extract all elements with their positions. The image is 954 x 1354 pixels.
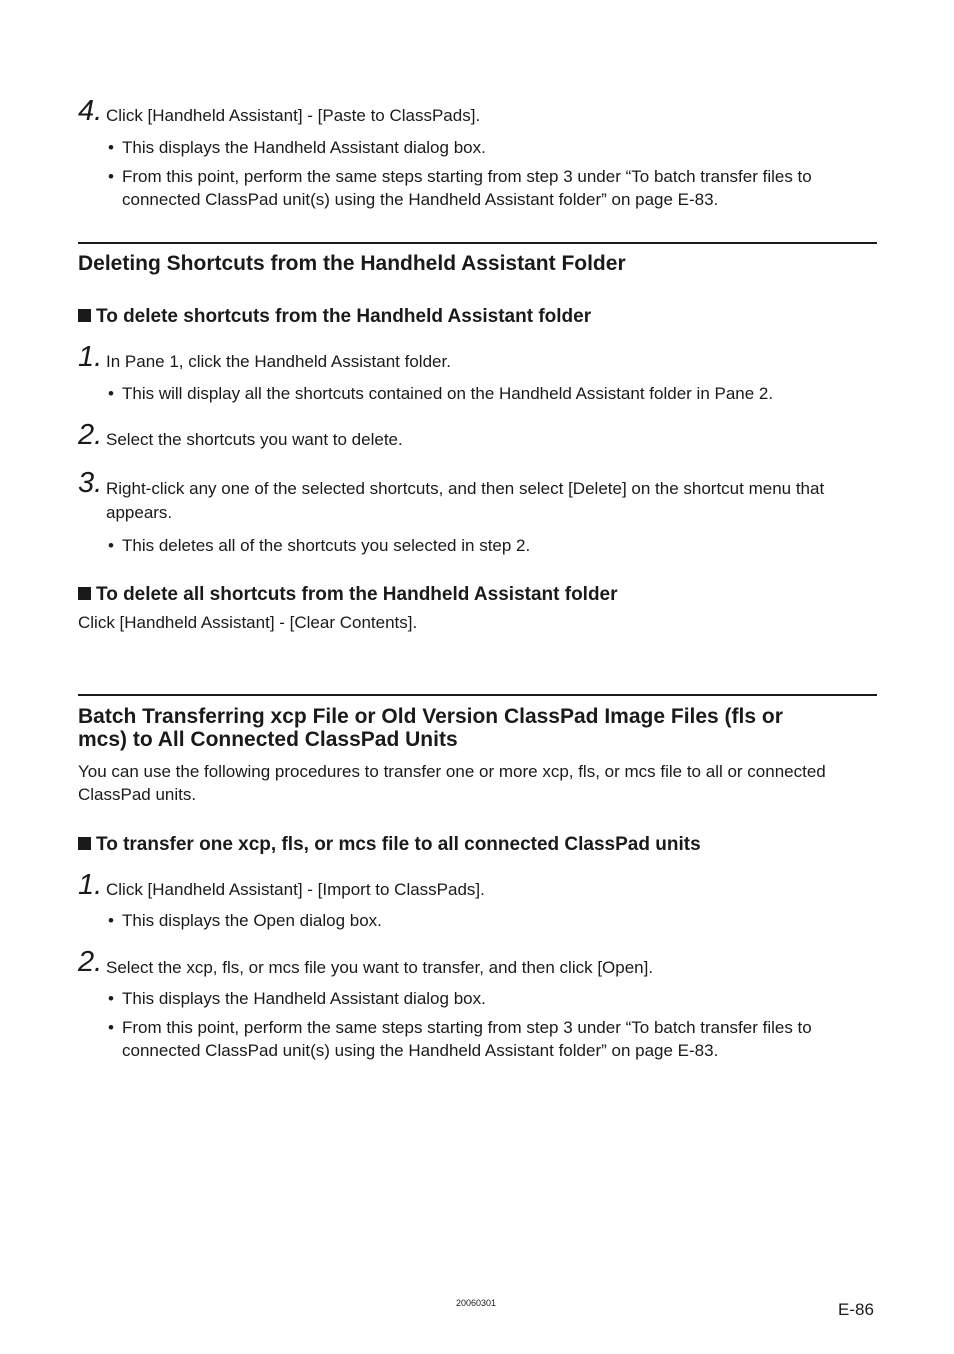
footer-code: 20060301 xyxy=(456,1298,497,1308)
step-number: 1. xyxy=(78,341,103,373)
step-text: Select the xcp, fls, or mcs file you want to transfer, and then click [Open]. xyxy=(106,958,654,977)
bullet-mark: • xyxy=(108,989,114,1008)
step-text-cont: appears. xyxy=(106,503,173,522)
section-rule xyxy=(78,694,877,696)
subsection-heading: To delete shortcuts from the Handheld Assistant folder xyxy=(78,305,591,328)
bullet-mark: • xyxy=(108,536,114,555)
section-heading: Batch Transferring xcp File or Old Version ClassPad Image Files (fls or xyxy=(78,705,783,728)
intro-text: You can use the following procedures to transfer one or more xcp, fls, or mcs file to all or connected xyxy=(78,762,826,781)
bullet-text: This displays the Handheld Assistant dialog box. xyxy=(122,138,486,157)
bullet-mark: • xyxy=(108,384,114,403)
step-text: In Pane 1, click the Handheld Assistant folder. xyxy=(106,352,451,371)
square-bullet-icon xyxy=(78,837,91,850)
bullet-text: This displays the Open dialog box. xyxy=(122,911,382,930)
section-heading: Deleting Shortcuts from the Handheld Assistant Folder xyxy=(78,252,626,275)
bullet-text: This will display all the shortcuts contained on the Handheld Assistant folder in Pane 2. xyxy=(122,384,774,403)
section-heading-cont: mcs) to All Connected ClassPad Units xyxy=(78,728,458,751)
subsection-heading: To delete all shortcuts from the Handheld Assistant folder xyxy=(78,583,618,606)
step-text: Click [Handheld Assistant] - [Import to ClassPads]. xyxy=(106,880,485,899)
bullet-mark: • xyxy=(108,167,114,186)
page-number: E-86 xyxy=(838,1300,874,1319)
square-bullet-icon xyxy=(78,587,91,600)
step-number: 3. xyxy=(78,467,103,499)
bullet-text-cont: connected ClassPad unit(s) using the Handheld Assistant folder” on page E-83. xyxy=(122,190,719,209)
step-number: 2. xyxy=(78,946,103,978)
bullet-mark: • xyxy=(108,1018,114,1037)
bullet-text: From this point, perform the same steps starting from step 3 under “To batch transfer files to xyxy=(122,167,812,186)
subsection-heading: To transfer one xcp, fls, or mcs file to all connected ClassPad units xyxy=(78,833,701,856)
bullet-mark: • xyxy=(108,138,114,157)
section-rule xyxy=(78,242,877,244)
bullet-text: This deletes all of the shortcuts you selected in step 2. xyxy=(122,536,531,555)
step-number: 1. xyxy=(78,869,103,901)
bullet-mark: • xyxy=(108,911,114,930)
step-number: 2. xyxy=(78,419,103,451)
step-text: Right-click any one of the selected shortcuts, and then select [Delete] on the shortcut menu that xyxy=(106,479,825,498)
intro-text-cont: ClassPad units. xyxy=(78,785,197,804)
body-text: Click [Handheld Assistant] - [Clear Contents]. xyxy=(78,613,418,632)
bullet-text-cont: connected ClassPad unit(s) using the Handheld Assistant folder” on page E-83. xyxy=(122,1041,719,1060)
step-text: Click [Handheld Assistant] - [Paste to ClassPads]. xyxy=(106,106,481,125)
bullet-text: This displays the Handheld Assistant dialog box. xyxy=(122,989,486,1008)
bullet-text: From this point, perform the same steps starting from step 3 under “To batch transfer files to xyxy=(122,1018,812,1037)
square-bullet-icon xyxy=(78,309,91,322)
step-text: Select the shortcuts you want to delete. xyxy=(106,430,403,449)
step-number: 4. xyxy=(78,95,103,127)
